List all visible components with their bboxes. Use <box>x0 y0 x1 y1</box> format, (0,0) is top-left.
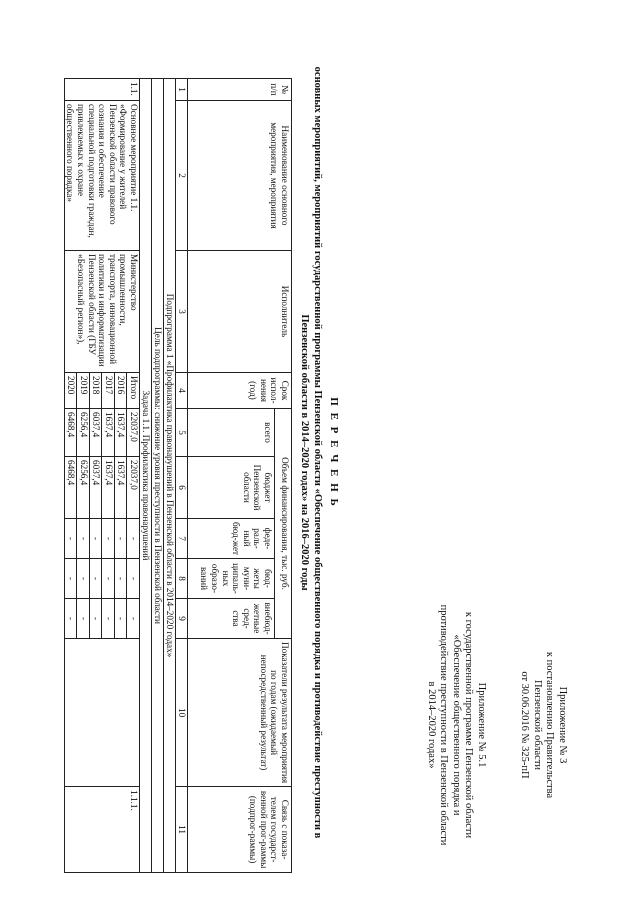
task-row: Задача 1.1. Профилактика правонарушений <box>140 79 152 873</box>
row-regional: 6037,4 <box>89 457 102 519</box>
row-federal: - <box>102 519 115 559</box>
row-federal: - <box>114 519 127 559</box>
row-year: Итого <box>127 373 140 409</box>
row-regional: 6256,4 <box>77 457 90 519</box>
goal-row: Цель подпрограммы: снижение уровня преступности в Пензенской области <box>152 79 164 873</box>
row-municipal: - <box>89 559 102 599</box>
row-municipal: - <box>64 559 77 599</box>
annex-3-line: Пензенской области <box>531 679 543 771</box>
row-extra: - <box>102 599 115 639</box>
column-number: 11 <box>176 787 188 873</box>
header-executor: Исполнитель <box>188 251 292 373</box>
annex-3-line: от 30.06.2016 № 325-пП <box>519 671 531 779</box>
column-number: 10 <box>176 639 188 787</box>
row-municipal: - <box>102 559 115 599</box>
header-num: № п/п <box>188 79 292 101</box>
column-number: 2 <box>176 101 188 251</box>
column-number: 6 <box>176 457 188 519</box>
header-regional: бюджет Пензенской области <box>188 457 275 519</box>
row-year: 2020 <box>64 373 77 409</box>
column-numbers-row <box>176 79 188 873</box>
column-number: 3 <box>176 251 188 373</box>
row-indicator <box>64 639 139 787</box>
document-title: П Е Р Е Ч Е Н Ь <box>328 397 340 508</box>
row-federal: - <box>127 519 140 559</box>
row-total: 1637,4 <box>102 409 115 457</box>
header-federal: феде-раль-ный бюд-жет <box>188 519 275 559</box>
annex-5-1-line: в 2014–2020 годах» <box>425 681 437 769</box>
row-total: 1637,4 <box>114 409 127 457</box>
header-term: Срок испол-нения (год) <box>188 373 292 409</box>
row-year: 2019 <box>77 373 90 409</box>
row-total: 22037,0 <box>127 409 140 457</box>
row-year: 2016 <box>114 373 127 409</box>
header-extra: внебюд-жетные сред-ства <box>188 599 275 639</box>
row-year: 2017 <box>102 373 115 409</box>
header-total: всего <box>188 409 275 457</box>
row-extra: - <box>77 599 90 639</box>
annex-5-1-line: противодействие преступности в Пензенской области <box>438 604 450 846</box>
table-row <box>127 79 140 873</box>
row-name: Основное мероприятие 1.1. «Формирование у жителей Пензенской области правового сознания и обеспечение специальной подготовки граждан, привлекаемых к охране общественного порядка» <box>64 101 139 251</box>
row-federal: - <box>64 519 77 559</box>
column-number: 1 <box>176 79 188 101</box>
header-indicator: Показатели результата мероприятия по годам (ожидаемый непосредственный результат) <box>188 639 292 787</box>
subprogram-row: Подпрограмма 1 «Профилактика правонарушений в Пензенской области в 2014–2020 годах» <box>164 79 176 873</box>
row-municipal: - <box>127 559 140 599</box>
measures-table <box>64 78 292 873</box>
row-municipal: - <box>114 559 127 599</box>
row-federal: - <box>77 519 90 559</box>
annex-5-1-line: Приложение № 5.1 <box>476 682 487 768</box>
row-extra: - <box>89 599 102 639</box>
row-executor: Министерство промышленности, транспорта, инновационной политики и информатизации Пензенской области (ГБУ «Безопасный регион»), <box>64 251 139 373</box>
row-regional: 22037,0 <box>127 457 140 519</box>
column-number: 5 <box>176 409 188 457</box>
column-number: 4 <box>176 373 188 409</box>
column-number: 7 <box>176 519 188 559</box>
row-num: 1.1. <box>64 79 139 101</box>
header-link: Связь с показа-телем государст-венной прог-раммы (подпрог-раммы) <box>188 787 292 873</box>
row-extra: - <box>114 599 127 639</box>
row-regional: 1637,4 <box>102 457 115 519</box>
row-total: 6256,4 <box>77 409 90 457</box>
row-regional: 1637,4 <box>114 457 127 519</box>
row-federal: - <box>89 519 102 559</box>
row-extra: - <box>64 599 77 639</box>
row-total: 6037,4 <box>89 409 102 457</box>
annex-5-1-line: «Обеспечение общественного порядка и <box>450 634 462 816</box>
row-municipal: - <box>77 559 90 599</box>
row-link: 1.1.1. <box>64 787 139 873</box>
annex-3-line: Приложение № 3 <box>557 686 568 764</box>
annex-3-line: к постановлению Правительства <box>544 651 556 799</box>
document-subtitle: основных мероприятий, мероприятий государственной программы Пензенской области «Обеспечение общественного порядка и противодействие преступности в Пензенской области в 2014–2020 годах» на 2016–2020 годы <box>299 66 323 839</box>
annex-3-header <box>518 590 568 860</box>
row-year: 2018 <box>89 373 102 409</box>
header-name: Наименование основного мероприятия, мероприятия <box>188 101 292 251</box>
row-regional: 6468,4 <box>64 457 77 519</box>
column-number: 9 <box>176 599 188 639</box>
annex-5-1-line: к государственной программе Пензенской области <box>463 611 475 839</box>
header-municipal: бюд-жеты муни-ципаль-ных образо-ваний <box>188 559 275 599</box>
annex-5-1-header <box>424 590 487 860</box>
row-extra: - <box>127 599 140 639</box>
row-total: 6468,4 <box>64 409 77 457</box>
header-funding: Объем финансирования, тыс. руб. <box>275 409 292 639</box>
column-number: 8 <box>176 559 188 599</box>
